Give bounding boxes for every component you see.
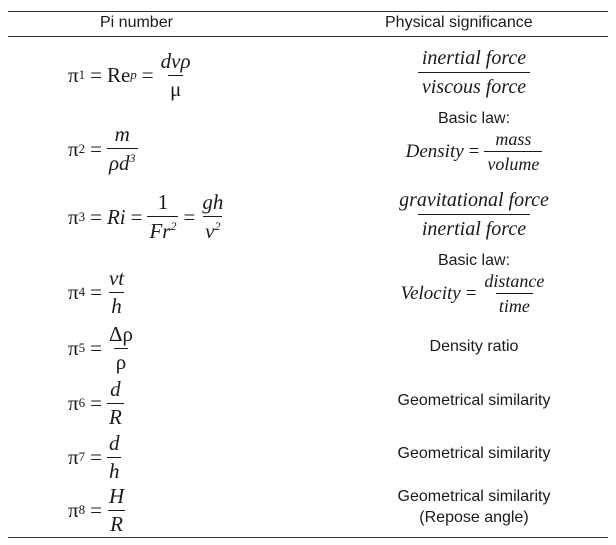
equals: = — [90, 204, 102, 229]
significance-lhs: Density — [405, 140, 464, 162]
significance-denominator: viscous force — [418, 72, 530, 97]
significance-equation — [401, 272, 548, 315]
pi-symbol: π — [68, 62, 79, 87]
denominator: ρd — [108, 151, 130, 175]
numerator: Δρ — [108, 321, 133, 346]
significance-text: Geometrical similarity — [397, 488, 551, 505]
denominator: v — [205, 219, 215, 243]
significance — [380, 486, 568, 528]
denominator: h — [111, 293, 122, 318]
pi-equation — [68, 264, 126, 320]
significance-fraction — [481, 272, 547, 315]
pi-symbol: π — [68, 497, 79, 522]
pi-index: 8 — [78, 502, 86, 517]
numerator: m — [114, 122, 130, 146]
pi-symbol: π — [68, 204, 79, 229]
significance-fraction — [418, 48, 530, 97]
numerator: d — [108, 430, 120, 455]
significance-fraction — [484, 130, 542, 173]
pi-index: 4 — [78, 284, 86, 299]
significance — [380, 443, 568, 464]
fraction — [159, 48, 193, 101]
numerator: H — [108, 483, 125, 508]
pi-index: 2 — [78, 141, 86, 156]
pi-equation — [68, 376, 124, 430]
significance — [380, 336, 568, 357]
exponent: 2 — [170, 219, 177, 233]
numerator: 1 — [157, 190, 169, 214]
equals: = — [90, 444, 102, 469]
pi-symbol: π — [68, 335, 79, 360]
pi-index: 1 — [78, 67, 86, 82]
numerator: d — [110, 376, 121, 401]
pi-equation — [68, 322, 135, 374]
equals: = — [130, 204, 143, 229]
basic-law-label: Basic law: — [437, 110, 511, 127]
table-row — [0, 322, 616, 378]
exponent: 3 — [129, 151, 136, 165]
numerator: vt — [108, 265, 125, 290]
denominator: Fr — [149, 219, 171, 243]
fraction — [107, 321, 135, 374]
significance — [380, 190, 568, 239]
denominator: ρ — [115, 349, 127, 374]
significance-text: Geometrical similarity — [397, 392, 551, 409]
equals: = — [465, 282, 477, 304]
pi-equation — [68, 120, 138, 178]
pi-equation — [68, 48, 193, 102]
pi-index: 5 — [78, 340, 86, 355]
numerator: dvρ — [160, 48, 191, 73]
fraction — [147, 192, 178, 242]
significance — [380, 48, 568, 97]
significance-equation — [406, 130, 543, 173]
table-row — [0, 428, 616, 484]
significance-text: Geometrical similarity — [397, 445, 551, 462]
basic-law-label: Basic law: — [437, 252, 511, 269]
pi-index: 6 — [78, 395, 86, 410]
denominator: μ — [169, 76, 182, 101]
equals: = — [90, 390, 102, 415]
fraction — [200, 192, 225, 242]
pi-symbol: π — [68, 279, 79, 304]
fraction — [107, 124, 138, 174]
dimensionless-subscript: p — [130, 67, 137, 82]
fraction — [107, 265, 126, 318]
pi-equation — [68, 188, 225, 246]
significance-lhs: Velocity — [400, 282, 461, 304]
significance-note: (Repose angle) — [419, 509, 529, 526]
fraction — [107, 376, 124, 429]
table-row — [0, 44, 616, 106]
equals: = — [141, 62, 154, 87]
bottom-rule — [8, 537, 608, 538]
significance-numerator: distance — [484, 271, 545, 291]
fraction — [107, 483, 126, 536]
denominator: R — [110, 511, 123, 536]
pi-symbol: π — [68, 390, 79, 415]
header-rule — [8, 36, 608, 37]
pi-symbol: π — [68, 136, 79, 161]
dimensionless-name: Re — [106, 62, 131, 87]
denominator: h — [108, 458, 120, 483]
header-physical-significance: Physical significance — [385, 14, 533, 31]
top-rule — [8, 11, 608, 12]
significance — [380, 390, 568, 411]
equals: = — [90, 136, 102, 161]
pi-index: 3 — [78, 209, 86, 224]
significance — [380, 252, 568, 315]
pi-symbol: π — [68, 444, 79, 469]
significance-numerator: mass — [495, 129, 532, 149]
significance-numerator: inertial force — [421, 47, 527, 69]
equals: = — [468, 140, 480, 162]
significance-denominator: inertial force — [418, 214, 530, 239]
dimensionless-name: Ri — [106, 204, 126, 229]
table-row — [0, 376, 616, 432]
significance-denominator: time — [496, 293, 533, 315]
table-row — [0, 184, 616, 250]
significance-text: Density ratio — [429, 338, 519, 355]
equals: = — [183, 204, 196, 229]
numerator: gh — [202, 190, 224, 214]
header-pi-number: Pi number — [100, 14, 173, 31]
significance-denominator: volume — [484, 151, 542, 173]
equals: = — [90, 279, 102, 304]
denominator: R — [108, 404, 122, 429]
significance — [380, 110, 568, 173]
equals: = — [90, 62, 102, 87]
significance-numerator: gravitational force — [399, 189, 549, 211]
pi-index: 7 — [78, 449, 86, 464]
pi-equation — [68, 484, 126, 536]
fraction — [107, 430, 122, 483]
table-row — [0, 482, 616, 536]
table-row — [0, 252, 616, 322]
equals: = — [90, 497, 102, 522]
equals: = — [90, 335, 102, 360]
table-row — [0, 110, 616, 180]
pi-equation — [68, 430, 121, 484]
significance-fraction — [395, 190, 553, 239]
exponent: 2 — [214, 219, 221, 233]
